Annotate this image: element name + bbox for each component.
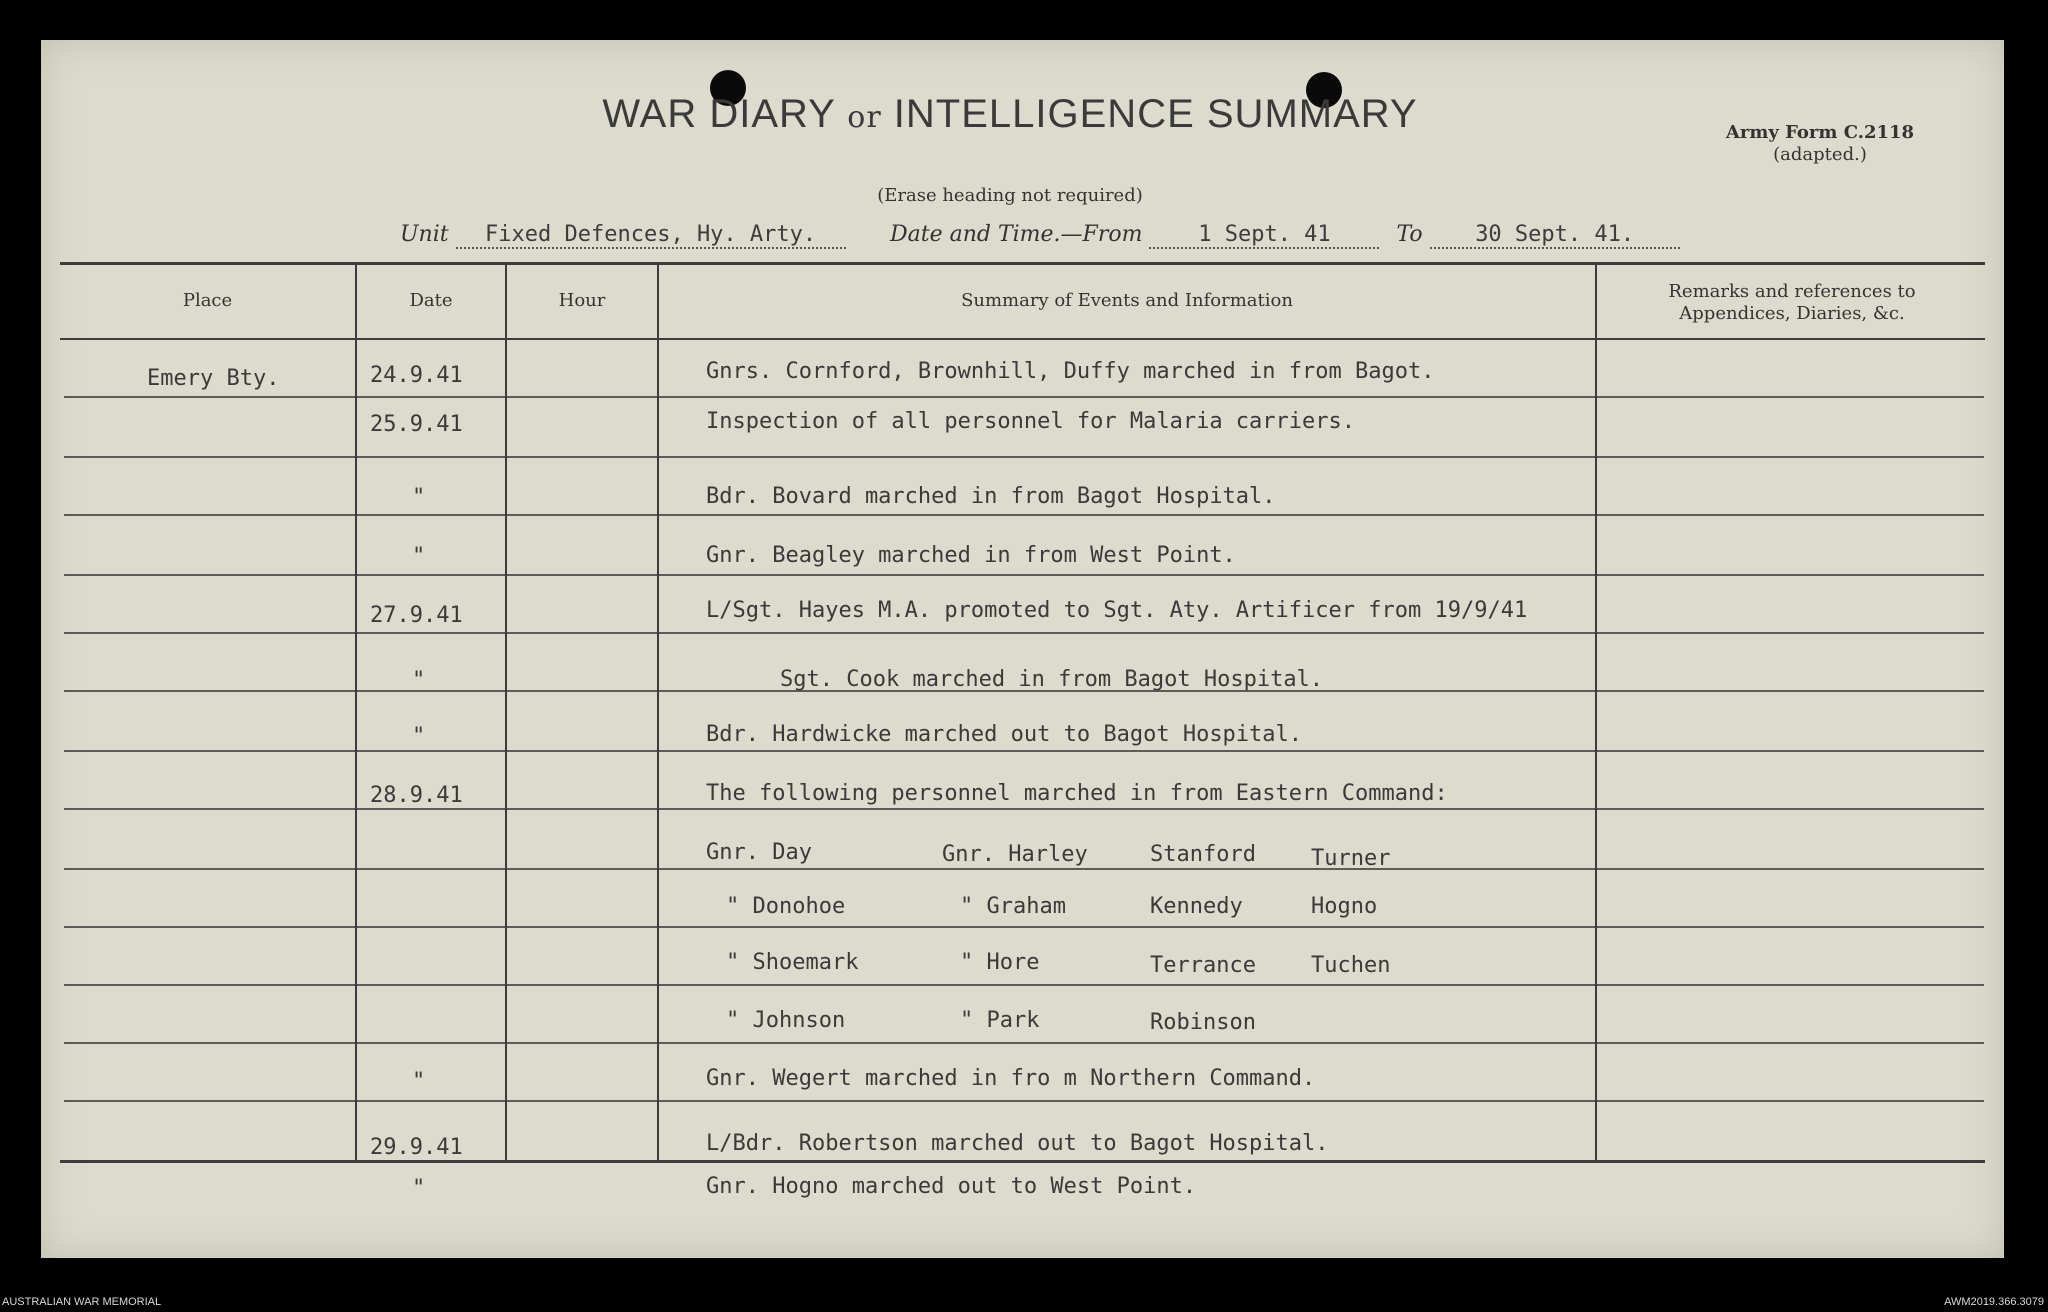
row-2-summary: Inspection of all personnel for Malaria carriers. bbox=[706, 409, 1356, 434]
unit-label: Unit bbox=[400, 222, 449, 247]
table-top-rule bbox=[60, 262, 1985, 265]
col-header-hour: Hour bbox=[558, 290, 606, 311]
row-5-summary: L/Sgt. Hayes M.A. promoted to Sgt. Aty. Artificer from 19/9/41 bbox=[706, 598, 1528, 623]
personnel-1-col4: Turner bbox=[1311, 846, 1391, 871]
personnel-1-col1: Gnr. Day bbox=[706, 840, 812, 865]
personnel-3-col4: Tuchen bbox=[1311, 953, 1391, 978]
personnel-2-col3: Kennedy bbox=[1150, 894, 1243, 919]
row-7-summary: Bdr. Hardwicke marched out to Bagot Hospital. bbox=[706, 722, 1303, 747]
to-label: To bbox=[1396, 222, 1423, 247]
army-form-label bbox=[1720, 122, 1920, 166]
col-header-summary: Summary of Events and Information bbox=[961, 290, 1293, 311]
row-10-date: 29.9.41 bbox=[370, 1135, 463, 1160]
personnel-3-col2: " Hore bbox=[960, 950, 1040, 975]
row-1-summary: Gnrs. Cornford, Brownhill, Duffy marched in from Bagot. bbox=[706, 359, 1435, 384]
row-6-date: " bbox=[412, 668, 426, 693]
table-bottom-rule bbox=[60, 1160, 1985, 1163]
title-or: or bbox=[847, 100, 882, 135]
row-4-date: " bbox=[412, 544, 426, 569]
subtitle: (Erase heading not required) bbox=[877, 185, 1143, 206]
personnel-3-col1: " Shoemark bbox=[726, 950, 859, 975]
row-separator bbox=[64, 514, 1984, 516]
header-divider bbox=[60, 338, 1985, 340]
footer-accession: AWM2019.366.3079 bbox=[1944, 1296, 2044, 1308]
row-10-summary: L/Bdr. Robertson marched out to Bagot Hospital. bbox=[706, 1131, 1329, 1156]
row-9-summary: Gnr. Wegert marched in fro m Northern Command. bbox=[706, 1066, 1316, 1091]
title-part1: WAR DIARY bbox=[602, 92, 836, 136]
row-separator bbox=[64, 456, 1984, 458]
personnel-4-col1: " Johnson bbox=[726, 1008, 846, 1033]
row-8-date: 28.9.41 bbox=[370, 783, 463, 808]
date-line bbox=[890, 222, 1680, 256]
date-label: Date and Time.—From bbox=[890, 222, 1143, 247]
col-divider-summary bbox=[1595, 265, 1597, 1160]
personnel-3-col3: Terrance bbox=[1150, 953, 1256, 978]
row-11-summary: Gnr. Hogno marched out to West Point. bbox=[706, 1174, 1197, 1199]
row-separator bbox=[64, 1100, 1984, 1102]
row-separator bbox=[64, 396, 1984, 398]
page-title bbox=[560, 92, 1460, 137]
footer-institution: AUSTRALIAN WAR MEMORIAL bbox=[2, 1296, 162, 1308]
remarks-line2: Appendices, Diaries, &c. bbox=[1679, 303, 1905, 324]
row-separator bbox=[64, 574, 1984, 576]
title-part2: INTELLIGENCE SUMMARY bbox=[893, 92, 1418, 136]
col-divider-hour bbox=[657, 265, 659, 1160]
col-divider-date bbox=[505, 265, 507, 1160]
army-form-note: (adapted.) bbox=[1773, 144, 1867, 165]
col-header-place: Place bbox=[182, 290, 233, 311]
row-3-summary: Bdr. Bovard marched in from Bagot Hospital. bbox=[706, 484, 1276, 509]
personnel-2-col4: Hogno bbox=[1311, 894, 1378, 919]
personnel-4-col3: Robinson bbox=[1150, 1010, 1256, 1035]
col-header-remarks bbox=[1597, 281, 1987, 325]
unit-value: Fixed Defences, Hy. Arty. bbox=[456, 222, 846, 249]
army-form-number: Army Form C.2118 bbox=[1725, 122, 1915, 143]
row-6-summary: Sgt. Cook marched in from Bagot Hospital. bbox=[780, 667, 1324, 692]
row-2-date: 25.9.41 bbox=[370, 412, 463, 437]
date-to-value: 30 Sept. 41. bbox=[1430, 222, 1680, 249]
row-1-date: 24.9.41 bbox=[370, 363, 463, 388]
row-separator bbox=[64, 1042, 1984, 1044]
date-from-value: 1 Sept. 41 bbox=[1149, 222, 1379, 249]
unit-line bbox=[400, 222, 846, 256]
row-9-date: " bbox=[412, 1069, 426, 1094]
row-11-date: " bbox=[412, 1176, 426, 1201]
row-5-date: 27.9.41 bbox=[370, 603, 463, 628]
personnel-1-col2: Gnr. Harley bbox=[942, 842, 1088, 867]
row-4-summary: Gnr. Beagley marched in from West Point. bbox=[706, 543, 1236, 568]
col-divider-place bbox=[355, 265, 357, 1160]
row-separator bbox=[64, 984, 1984, 986]
remarks-line1: Remarks and references to bbox=[1668, 281, 1916, 302]
row-separator bbox=[64, 750, 1984, 752]
row-8-summary: The following personnel marched in from Eastern Command: bbox=[706, 781, 1448, 806]
col-header-date: Date bbox=[409, 290, 453, 311]
row-separator bbox=[64, 632, 1984, 634]
row-7-date: " bbox=[412, 724, 426, 749]
row-separator bbox=[64, 808, 1984, 810]
personnel-2-col2: " Graham bbox=[960, 894, 1066, 919]
personnel-4-col2: " Park bbox=[960, 1008, 1040, 1033]
row-3-date: " bbox=[412, 485, 426, 510]
personnel-1-col3: Stanford bbox=[1150, 842, 1256, 867]
row-separator bbox=[64, 868, 1984, 870]
row-1-place: Emery Bty. bbox=[147, 366, 280, 391]
personnel-2-col1: " Donohoe bbox=[726, 894, 846, 919]
row-separator bbox=[64, 926, 1984, 928]
